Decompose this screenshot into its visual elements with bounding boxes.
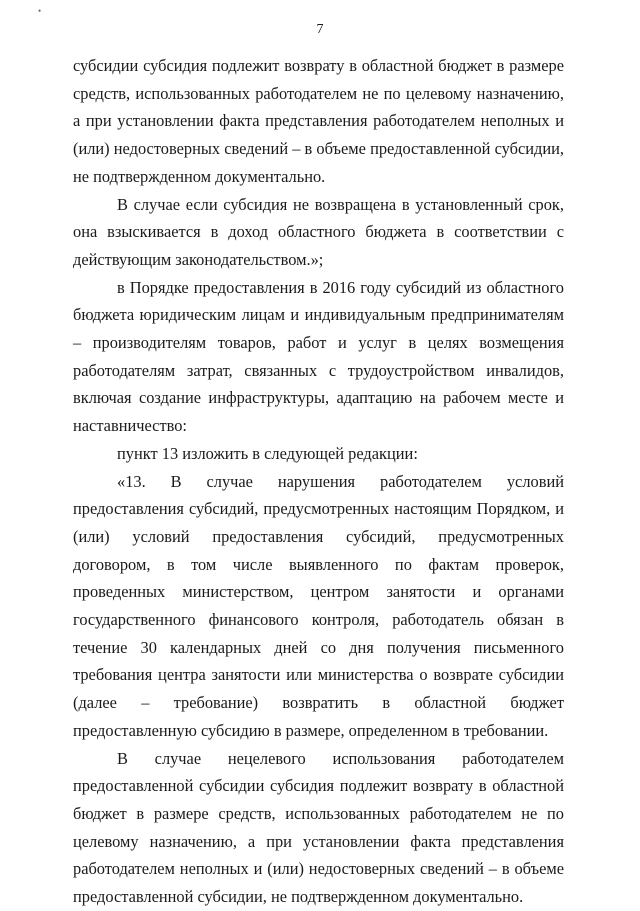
paragraph: субсидии субсидия подлежит возврату в областной бюджет в размере средств, использованных работодателем не по целевому назначению, а при установлении факта представления работодателем неполных и (или) недостоверных сведений – в объеме предоставленной субсидии, не подтвержденном документально. [73, 56, 564, 186]
paragraph: в Порядке предоставления в 2016 году субсидий из областного бюджета юридическим лицам и индивидуальным предпринимателям – производителям товаров, работ и услуг в целях возмещения работодателям затрат, связанных с трудоустройством инвалидов, включая создание инфраструктуры, адаптацию на рабочем месте и наставничество: [73, 277, 564, 436]
paragraph: В случае если субсидия не возвращена в установленный срок, она взыскивается в доход областного бюджета в соответствии с действующим законодательством.»; [73, 194, 564, 269]
document-body [73, 52, 564, 911]
paragraph: В случае нецелевого использования работодателем предоставленной субсидии субсидия подлежит возврату в областной бюджет в размере средств, использованных работодателем не по целевому назначению, а при установлении факта представления работодателем неполных и (или) недостоверных сведений – в объеме предоставленной субсидии, не подтвержденном документально. [73, 748, 564, 907]
paragraph: «13. В случае нарушения работодателем условий предоставления субсидий, предусмотренных настоящим Порядком, и (или) условий предоставления субсидий, предусмотренных договором, в том числе выявленного по фактам проверок, проведенных министерством, центром занятости и органами государственного финансового контроля, работодатель обязан в течение 30 календарных дней со дня получения письменного требования центра занятости или министерства о возврате субсидии (далее – требование) возвратить в областной бюджет предоставленную субсидию в размере, определенном в требовании. [73, 471, 564, 740]
paragraph: пункт 13 изложить в следующей редакции: [117, 443, 418, 463]
page-number: 7 [316, 22, 324, 37]
scan-mark: • [38, 6, 42, 16]
